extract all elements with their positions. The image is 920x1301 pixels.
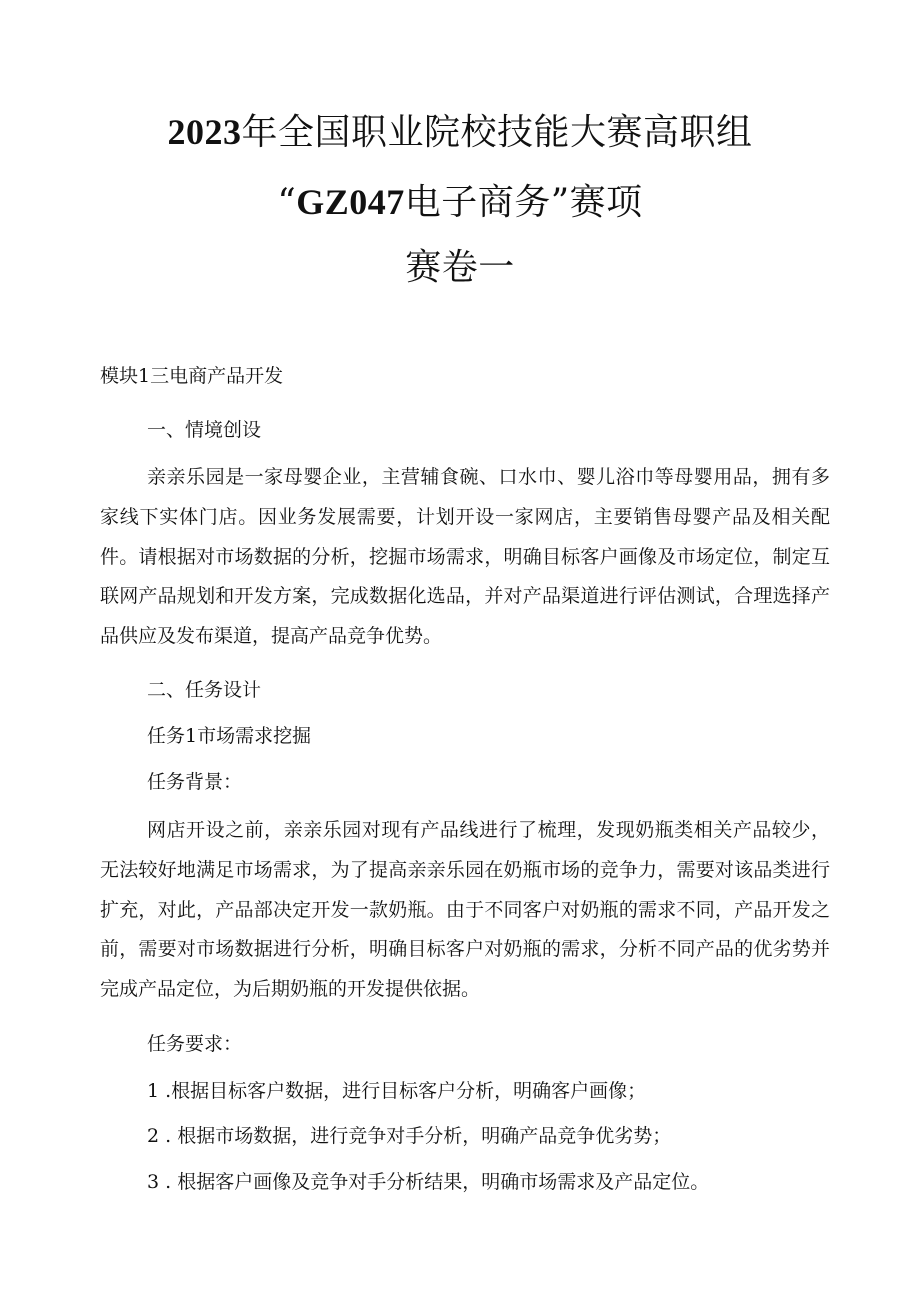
task-title: 任务1市场需求挖掘 [147, 725, 312, 747]
requirement-item-2: 2 . 根据市场数据，进行竞争对手分析，明确产品竞争优劣势； [147, 1125, 672, 1147]
scenario-paragraph: 亲亲乐园是一家母婴企业，主营辅食碗、口水巾、婴儿浴巾等母婴用品，拥有多家线下实体门店。因业务发展需要，计划开设一家网店，主要销售母婴产品及相关配件。请根据对市场数据的分析，挖掘市场需求，明确目标客户画像及市场定位，制定互联网产品规划和开发方案，完成数据化选品，并对产品渠道进行评估测试，合理选择产品供应及发布渠道，提高产品竞争优势。 [100, 466, 830, 648]
module-heading: 模块1三电商产品开发 [100, 365, 284, 387]
document-title-line-2: “GZ047电子商务”赛项 [277, 182, 643, 223]
document-title-line-1: 2023年全国职业院校技能大赛高职组 [167, 112, 753, 153]
task-background-label: 任务背景： [147, 771, 243, 793]
task-background-paragraph: 网店开设之前，亲亲乐园对现有产品线进行了梳理，发现奶瓶类相关产品较少，无法较好地满足市场需求，为了提高亲亲乐园在奶瓶市场的竞争力，需要对该品类进行扩充，对此，产品部决定开发一款奶瓶。由于不同客户对奶瓶的需求不同，产品开发之前，需要对市场数据进行分析，明确目标客户对奶瓶的需求，分析不同产品的优劣势并完成产品定位，为后期奶瓶的开发提供依据。 [100, 819, 830, 1001]
section-heading-task-design: 二、任务设计 [147, 679, 262, 701]
section-heading-scenario: 一、情境创设 [147, 419, 262, 441]
task-requirements-label: 任务要求： [147, 1033, 243, 1055]
requirement-item-3: 3 . 根据客户画像及竞争对手分析结果，明确市场需求及产品定位。 [147, 1171, 710, 1193]
document-title-line-3: 赛卷一 [405, 247, 515, 288]
requirement-item-1: 1 .根据目标客户数据，进行目标客户分析，明确客户画像； [147, 1080, 647, 1102]
